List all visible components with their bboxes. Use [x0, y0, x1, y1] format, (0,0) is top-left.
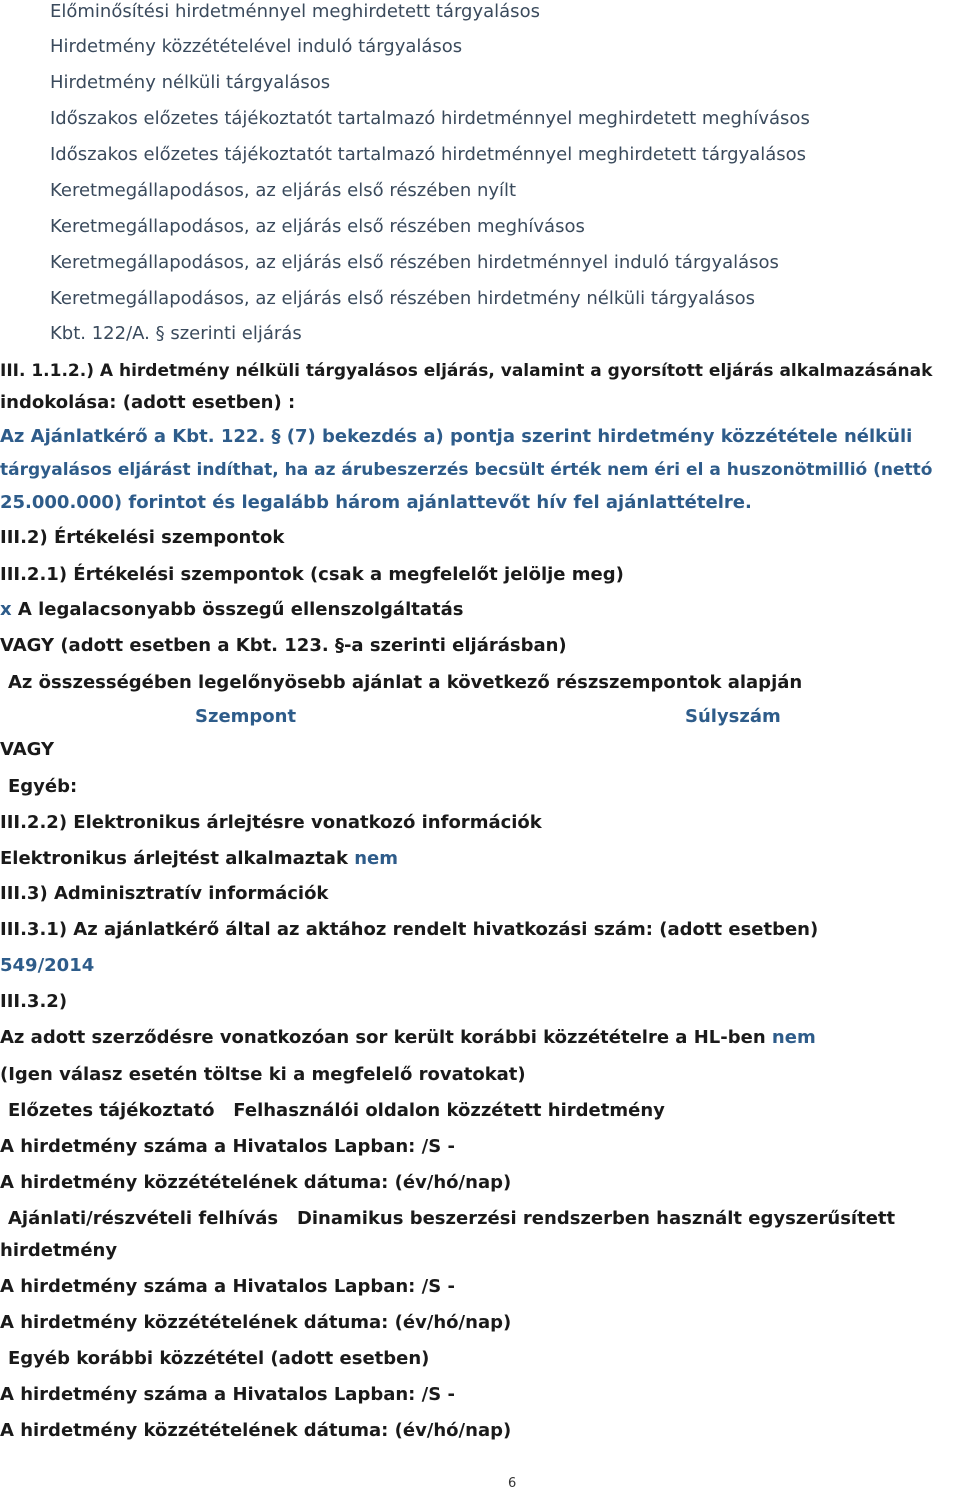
other-criterion: Egyéb: [8, 776, 78, 797]
col-weight: Súlyszám [685, 706, 781, 727]
justification-text: Az Ajánlatkérő a Kbt. 122. § (7) bekezdés a) pontja szerint hirdetmény közzététele nélküli [0, 426, 913, 447]
prior-publication-line [0, 1027, 816, 1049]
e-auction-value: nem [354, 848, 398, 869]
procedure-option: Hirdetmény közzétételével induló tárgyalásos [50, 36, 463, 57]
section-heading: indokolása: (adott esetben) : [0, 392, 296, 413]
col-criterion: Szempont [195, 706, 297, 727]
criterion-best-value: Az összességében legelőnyösebb ajánlat a következő részszempontok alapján [8, 672, 803, 693]
prior-publication-label: Az adott szerződésre vonatkozóan sor került korábbi közzétételre a HL-ben [0, 1027, 766, 1048]
or-line: VAGY (adott esetben a Kbt. 123. §-a szerinti eljárásban) [0, 635, 567, 656]
or-line: VAGY [0, 739, 55, 760]
notice-number: A hirdetmény száma a Hivatalos Lapban: /S - [0, 1384, 455, 1405]
reference-number: 549/2014 [0, 955, 95, 976]
procedure-option: Előminősítési hirdetménnyel meghirdetett tárgyalásos [50, 1, 540, 22]
prior-publication-value: nem [771, 1027, 816, 1048]
page-number: 6 [508, 1476, 517, 1491]
justification-text: 25.000.000) forintot és legalább három ajánlattevőt hív fel ajánlattételre. [0, 492, 752, 513]
e-auction-line [0, 848, 398, 870]
section-heading: III.3) Adminisztratív információk [0, 883, 329, 904]
notice-date: A hirdetmény közzétételének dátuma: (év/hó/nap) [0, 1312, 512, 1333]
criterion-lowest-price [0, 599, 463, 621]
invitation-options-cont: hirdetmény [0, 1240, 118, 1261]
section-heading: III.2) Értékelési szempontok [0, 527, 285, 548]
prior-info-options: Előzetes tájékoztató Felhasználói oldalon közzétett hirdetmény [8, 1100, 665, 1121]
other-prior-publication: Egyéb korábbi közzététel (adott esetben) [8, 1348, 430, 1369]
notice-date: A hirdetmény közzétételének dátuma: (év/hó/nap) [0, 1420, 512, 1441]
notice-number: A hirdetmény száma a Hivatalos Lapban: /S - [0, 1276, 455, 1297]
procedure-option: Időszakos előzetes tájékoztatót tartalmazó hirdetménnyel meghirdetett tárgyalásos [50, 144, 807, 165]
procedure-option: Keretmegállapodásos, az eljárás első részében hirdetmény nélküli tárgyalásos [50, 288, 755, 309]
procedure-option: Keretmegállapodásos, az eljárás első részében hirdetménnyel induló tárgyalásos [50, 252, 779, 273]
section-heading: III.3.1) Az ajánlatkérő által az aktához rendelt hivatkozási szám: (adott esetben) [0, 919, 819, 940]
section-heading: III.3.2) [0, 991, 68, 1012]
section-heading: III.2.2) Elektronikus árlejtésre vonatkozó információk [0, 812, 542, 833]
fill-hint: (Igen válasz esetén töltse ki a megfelelő rovatokat) [0, 1064, 526, 1085]
selected-mark: x [0, 599, 12, 620]
procedure-option: Kbt. 122/A. § szerinti eljárás [50, 323, 302, 344]
invitation-options: Ajánlati/részvételi felhívás Dinamikus beszerzési rendszerben használt egyszerűsített [8, 1208, 896, 1229]
notice-date: A hirdetmény közzétételének dátuma: (év/hó/nap) [0, 1172, 512, 1193]
e-auction-label: Elektronikus árlejtést alkalmaztak [0, 848, 348, 869]
procedure-option: Keretmegállapodásos, az eljárás első részében meghívásos [50, 216, 585, 237]
procedure-option: Keretmegállapodásos, az eljárás első részében nyílt [50, 180, 517, 201]
criterion-lowest-price-label: A legalacsonyabb összegű ellenszolgáltatás [17, 599, 464, 620]
notice-number: A hirdetmény száma a Hivatalos Lapban: /S - [0, 1136, 455, 1157]
procedure-option: Hirdetmény nélküli tárgyalásos [50, 72, 331, 93]
justification-text: tárgyalásos eljárást indíthat, ha az árubeszerzés becsült érték nem éri el a huszonötmillió (nettó [0, 460, 933, 480]
section-heading: III. 1.1.2.) A hirdetmény nélküli tárgyalásos eljárás, valamint a gyorsított eljárás alkalmazásának [0, 361, 933, 381]
section-heading: III.2.1) Értékelési szempontok (csak a megfelelőt jelölje meg) [0, 564, 624, 585]
procedure-option: Időszakos előzetes tájékoztatót tartalmazó hirdetménnyel meghirdetett meghívásos [50, 108, 810, 129]
